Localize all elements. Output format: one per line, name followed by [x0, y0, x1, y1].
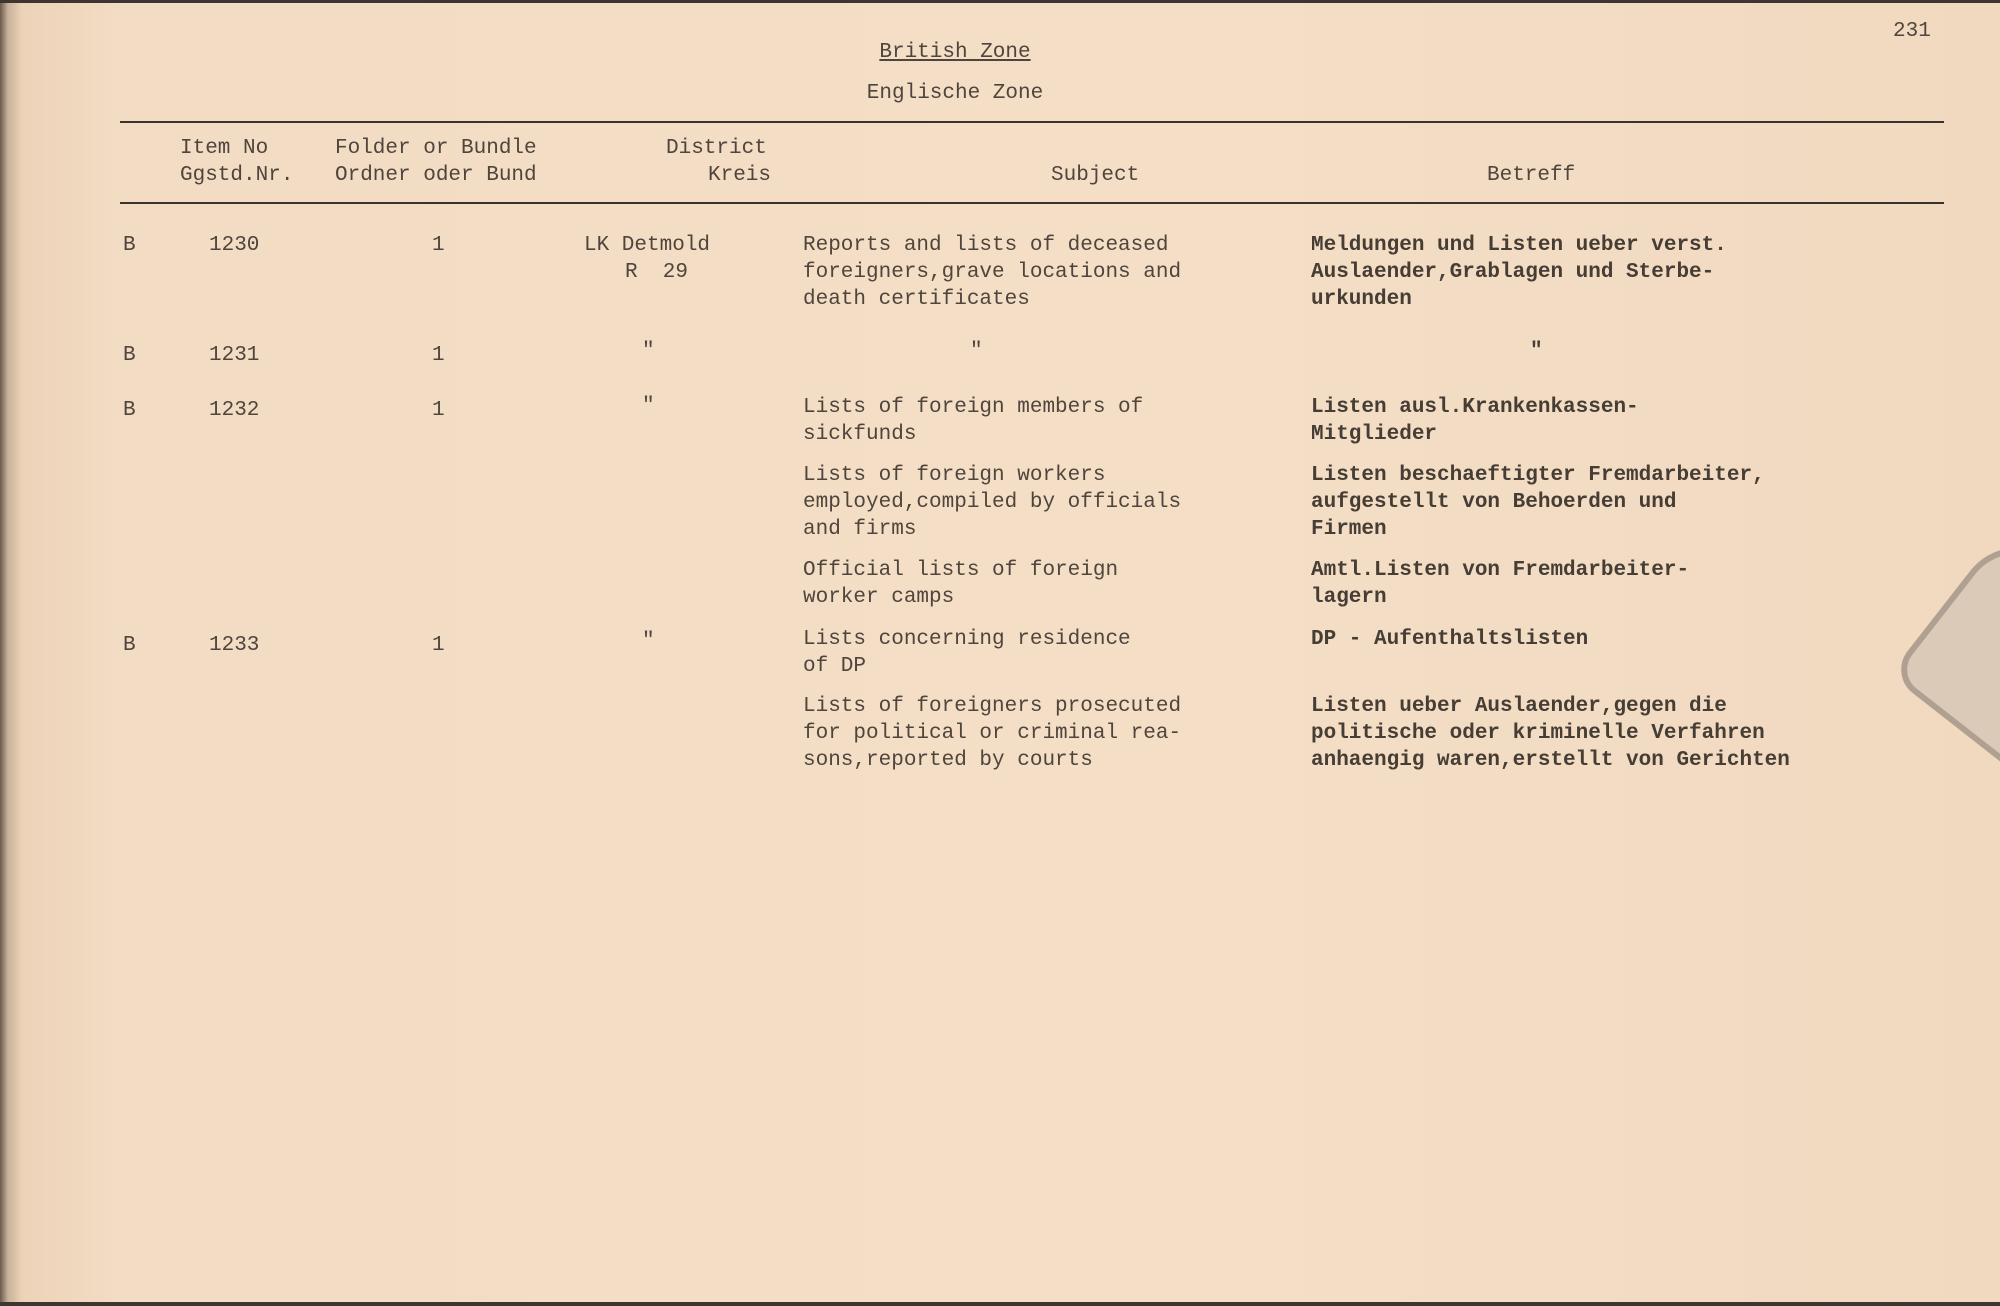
row-prefix: B: [123, 344, 136, 367]
row-subject: Lists of foreign members of sickfunds: [803, 396, 1144, 446]
row-subject: Official lists of foreign worker camps: [803, 559, 1119, 609]
row-betreff: Listen ueber Auslaender,gegen die politische oder kriminelle Verfahren anhaengig waren,erstellt von Gerichten: [1311, 695, 1790, 772]
row-prefix: B: [123, 634, 136, 657]
page-subtitle: Englische Zone: [866, 82, 1044, 105]
top-edge: [0, 0, 2000, 3]
header-district-de: Kreis: [708, 164, 772, 187]
header-district-en: District: [666, 137, 767, 160]
row-betreff: DP - Aufenthaltslisten: [1311, 628, 1589, 651]
row-prefix: B: [123, 234, 136, 257]
row-prefix: B: [123, 399, 136, 422]
row-district: LK Detmold: [584, 234, 711, 257]
row-folder: 1: [432, 234, 445, 257]
row-district-sub: R 29: [625, 261, 689, 284]
row-betreff-ditto: ": [1530, 340, 1543, 363]
page-number: 231: [1893, 20, 1931, 43]
row-betreff: Listen ausl.Krankenkassen- Mitglieder: [1311, 396, 1639, 446]
page-title: British Zone: [879, 41, 1031, 64]
row-item-no: 1233: [209, 634, 260, 657]
row-folder: 1: [432, 399, 445, 422]
header-top-rule: [120, 121, 1944, 123]
row-subject-ditto: ": [970, 340, 983, 363]
header-item-no-de: Ggstd.Nr.: [180, 164, 294, 187]
header-betreff: Betreff: [1487, 164, 1576, 187]
row-item-no: 1230: [209, 234, 260, 257]
header-subject: Subject: [1051, 164, 1140, 187]
row-district-ditto: ": [642, 630, 655, 653]
header-bottom-rule: [120, 202, 1944, 204]
header-folder-de: Ordner oder Bund: [335, 164, 537, 187]
row-item-no: 1231: [209, 344, 260, 367]
row-subject: Reports and lists of deceased foreigners,grave locations and death certificates: [803, 234, 1182, 311]
row-subject: Lists of foreigners prosecuted for political or criminal rea- sons,reported by courts: [803, 695, 1182, 772]
row-subject: Lists of foreign workers employed,compiled by officials and firms: [803, 464, 1182, 541]
header-item-no-en: Item No: [180, 137, 269, 160]
row-betreff: Listen beschaeftigter Fremdarbeiter, aufgestellt von Behoerden und Firmen: [1311, 464, 1765, 541]
row-betreff: Amtl.Listen von Fremdarbeiter- lagern: [1311, 559, 1690, 609]
row-item-no: 1232: [209, 399, 260, 422]
row-district-ditto: ": [642, 340, 655, 363]
paper-clip-shape: [1889, 523, 2000, 780]
header-folder-en: Folder or Bundle: [335, 137, 537, 160]
bottom-edge: [0, 1302, 2000, 1306]
row-betreff: Meldungen und Listen ueber verst. Auslaender,Grablagen und Sterbe- urkunden: [1311, 234, 1727, 311]
row-subject: Lists concerning residence of DP: [803, 628, 1131, 678]
row-folder: 1: [432, 634, 445, 657]
row-folder: 1: [432, 344, 445, 367]
row-district-ditto: ": [642, 395, 655, 418]
